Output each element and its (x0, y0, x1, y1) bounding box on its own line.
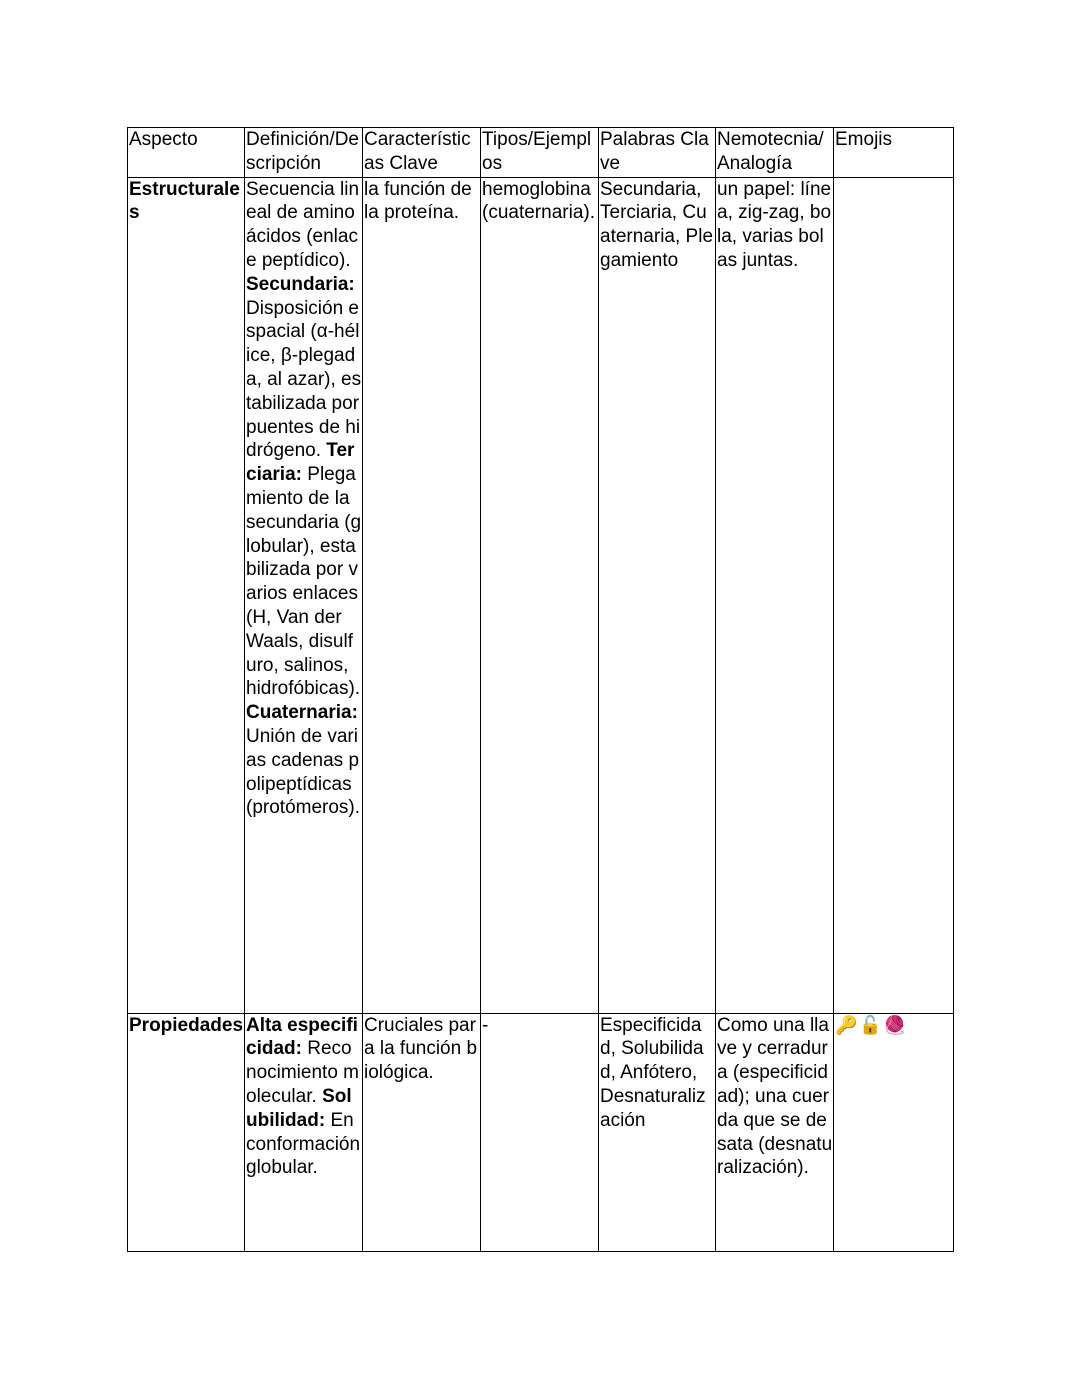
characteristics-cell: la función de la proteína. (363, 177, 481, 1013)
keywords-cell: Especificidad, Solubilidad, Anfótero, Desnaturalización (599, 1013, 716, 1251)
mnemonic-cell: Como una llave y cerradura (especificidad); una cuerda que se desata (desnaturalización). (716, 1013, 834, 1251)
aspect-cell: Estructurales (128, 177, 245, 1013)
header-cell-aspecto: Aspecto (128, 128, 245, 178)
emojis-cell: 🔑🔓🧶 (834, 1013, 954, 1251)
table-row (128, 1013, 954, 1251)
definition-text: Secuencia lineal de aminoácidos (enlace peptídico). (246, 178, 360, 271)
characteristics-cell: Cruciales para la función biológica. (363, 1013, 481, 1251)
header-cell-palabras-clave: Palabras Clave (599, 128, 716, 178)
header-cell-nemotecnia: Nemotecnia/Analogía (716, 128, 834, 178)
types-cell: hemoglobina (cuaternaria). (481, 177, 599, 1013)
header-cell-caracteristicas: Características Clave (363, 128, 481, 178)
mnemonic-cell: un papel: línea, zig-zag, bola, varias bolas juntas. (716, 177, 834, 1013)
definition-heading: Terciaria: (246, 440, 355, 486)
definition-text: Unión de varias cadenas polipeptídicas (protómeros). (246, 725, 361, 819)
definition-heading: Cuaternaria: (246, 702, 358, 724)
definition-heading: Solubilidad: (246, 1085, 352, 1131)
definition-cell (245, 177, 363, 1013)
keywords-cell: Secundaria, Terciaria, Cuaternaria, Plegamiento (599, 177, 716, 1013)
header-cell-definicion: Definición/Descripción (245, 128, 363, 178)
emojis-cell (834, 177, 954, 1013)
definition-text: En conformación globular. (246, 1109, 361, 1179)
table-row (128, 177, 954, 1013)
definition-heading: Secundaria: (246, 273, 355, 295)
header-cell-emojis: Emojis (834, 128, 954, 178)
types-cell: - (481, 1013, 599, 1251)
definition-heading: Alta especificidad: (246, 1014, 358, 1060)
definition-text: Disposición espacial (α-hélice, β-plegada, al azar), estabilizada por puentes de hidrógeno. (246, 297, 362, 462)
definition-cell (245, 1013, 363, 1251)
header-cell-tipos: Tipos/Ejemplos (481, 128, 599, 178)
aspect-cell: Propiedades (128, 1013, 245, 1251)
definition-text: Plegamiento de la secundaria (globular), estabilizada por varios enlaces (H, Van der Waals, disulfuro, salinos, hidrofóbicas). (246, 464, 362, 700)
header-row (128, 128, 954, 178)
notes-table (127, 127, 954, 1252)
definition-text: Reconocimiento molecular. (246, 1038, 359, 1107)
